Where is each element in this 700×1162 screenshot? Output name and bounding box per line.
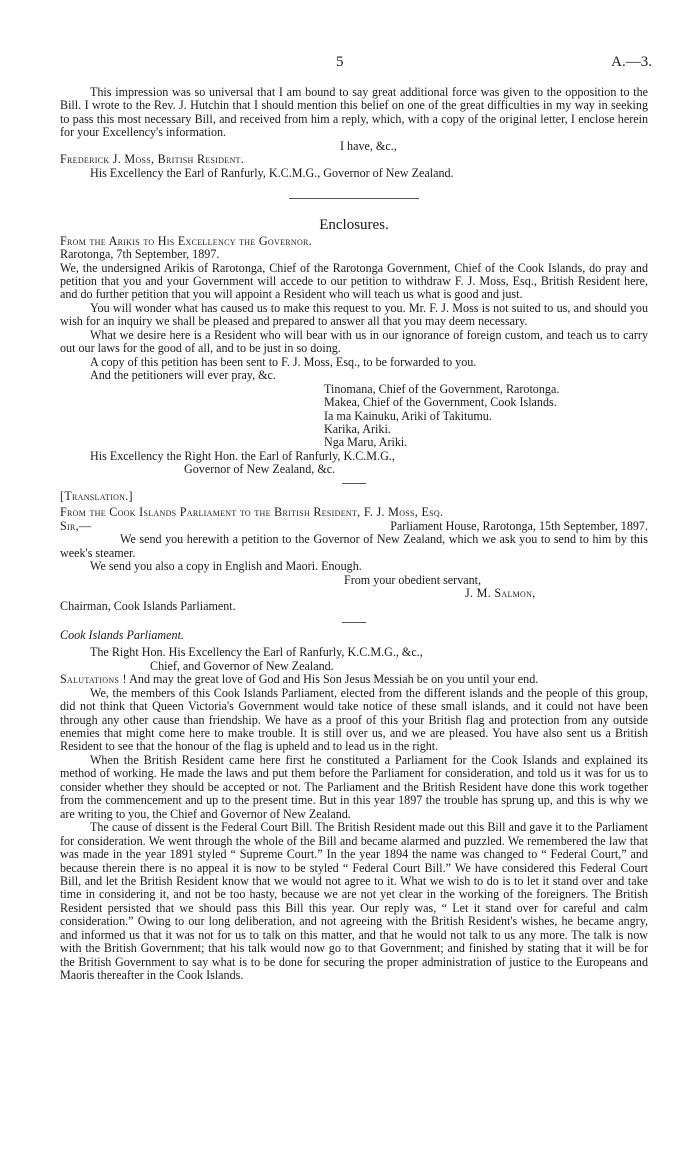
- petition-paragraph: What we desire here is a Resident who will bear with us in our ignorance of foreign custom, and teach us to carry out our laws for the good of all, and to be just in so doing.: [60, 327, 648, 356]
- intro-signature: Frederick J. Moss, British Resident.: [60, 152, 245, 167]
- translation-paragraph: We send you also a copy in English and Maori. Enough.: [90, 559, 362, 574]
- enclosures-heading: Enclosures.: [319, 217, 389, 234]
- petition-paragraph: And the petitioners will ever pray, &c.: [90, 368, 276, 383]
- parliament-paragraph: The cause of dissent is the Federal Court Bill. The British Resident made out this Bill and gave it to the Parliament for consideration. We went through the whole of the Bill and became alarmed and puzzled. We remembered the law that was made in the year 1891 styled “ Supreme Court.” In the year 1894 the name was changed to “ Federal Court,” and because therein there is no appeal it is now to be styled “ Federal Court Bill.” We have considered this Federal Court Bill, and let the British Resident know that we would not agree to it. What we wish to do is to let it stand over and take time in considering it, and not be too hasty, because we are not yet clear in the working of the foreigners. The British Resident persisted that we should pass this Bill this year. Our reply was, “ Let it stand over for careful and calm consideration.” Owing to our long deliberation, and not agreeing with the British Resident's wishes, he became angry, and informed us that it was not for us to talk on this matter, and that he would not talk to us any more. The talk is now with the British Government; that his talk would now go to that Government; and finished by stating that it will be for the British Government to say what is to be done for securing the proper administration of justice to the Europeans and Maoris thereafter in the Cook Islands.: [60, 820, 648, 983]
- enclosures-addressee: His Excellency the Right Hon. the Earl of Ranfurly, K.C.M.G.,: [90, 448, 395, 463]
- signatory: Karika, Ariki.: [324, 421, 391, 436]
- translation-place-date: Parliament House, Rarotonga, 15th September, 1897.: [390, 518, 648, 533]
- signatory: Nga Maru, Ariki.: [324, 435, 408, 450]
- parliament-addressee: The Right Hon. His Excellency the Earl of Ranfurly, K.C.M.G., &c.,: [90, 645, 423, 660]
- document-reference: A.—3.: [611, 54, 652, 70]
- salutation-row: [60, 520, 648, 533]
- enclosures-from-line: From the Arikis to His Excellency the Governor.: [60, 233, 313, 248]
- translation-salutation: Sir,—: [60, 518, 92, 533]
- signatory: Ia ma Kainuku, Ariki of Takitumu.: [324, 408, 492, 423]
- parliament-salutations: [60, 673, 648, 686]
- translation-label: [Translation.]: [60, 488, 133, 503]
- petition-paragraph: You will wonder what has caused us to make this request to you. Mr. F. J. Moss is not suited to us, and should you wish for an inquiry we shall be pleased and prepared to answer all that you may deem necessary.: [60, 300, 648, 329]
- enclosures-addressee-line2: Governor of New Zealand, &c.: [184, 462, 336, 477]
- intro-paragraph: This impression was so universal that I am bound to say great additional force was given to the opposition to the Bill. I wrote to the Rev. J. Hutchin that I should mention this belief on one of the great difficulties in my way in seeking to pass this most necessary Bill, and received from him a reply, which, with a copy of the original letter, I enclose herein for your Excellency's information.: [60, 85, 648, 140]
- enclosures-place-date: Rarotonga, 7th September, 1897.: [60, 247, 220, 262]
- page-content: [60, 86, 648, 983]
- petition-paragraph: We, the undersigned Arikis of Rarotonga, Chief of the Rarotonga Government, Chief of the Cook Islands, do pray and petition that you and your Government will accede to our petition to withdraw F. J. Moss, Esq., British Resident here, and do further petition that you will appoint a Resident who will teach us what is good and just.: [60, 260, 648, 302]
- short-divider: [342, 622, 366, 623]
- page-number: 5: [336, 54, 344, 70]
- signatories-block: [60, 383, 648, 450]
- parliament-heading: Cook Islands Parliament.: [60, 627, 184, 642]
- parliament-addressee-line2: Chief, and Governor of New Zealand.: [150, 658, 334, 673]
- parliament-paragraph: We, the members of this Cook Islands Parliament, elected from the different islands and the people of this group, did not think that Queen Victoria's Government would take notice of these small islands, and it could not have been through any other cause than friendship. We have as a proof of this your British flag and protection from any outside enemies that might come here to make trouble. It is still over us, and we are pleased. You have also sent us a British Resident to see that the honour of the flag is upheld and to lead us in the right.: [60, 685, 648, 754]
- section-divider: [289, 198, 419, 199]
- intro-addressee: His Excellency the Earl of Ranfurly, K.C.M.G., Governor of New Zealand.: [90, 165, 454, 180]
- translation-paragraph: We send you herewith a petition to the Governor of New Zealand, which we ask you to send to him by this week's steamer.: [60, 532, 648, 560]
- salutations-label: Salutations !: [60, 672, 127, 687]
- translation-closing: From your obedient servant,: [344, 572, 482, 587]
- parliament-paragraph: When the British Resident came here first he constituted a Parliament for the Cook Islands and explained its method of working. He made the laws and put them before the Parliament for consideration, and told us it was for us to consider whether they should be accepted or not. The Parliament and the British Resident have done this work together from the commencement and up to the present time. But in this year 1897 the trouble has sprung up, and this is why we are writing to you, the Chief and Governor of New Zealand.: [60, 752, 648, 821]
- intro-closing: I have, &c.,: [340, 138, 397, 153]
- short-divider: [342, 483, 366, 484]
- salutations-text: And may the great love of God and His Son Jesus Messiah be on you until your end.: [129, 672, 539, 687]
- signatory: Tinomana, Chief of the Government, Rarotonga.: [324, 381, 560, 396]
- translation-title: Chairman, Cook Islands Parliament.: [60, 599, 236, 614]
- petition-paragraph: A copy of this petition has been sent to F. J. Moss, Esq., to be forwarded to you.: [90, 354, 477, 369]
- translation-signature: J. M. Salmon,: [465, 585, 536, 600]
- translation-from-line: From the Cook Islands Parliament to the British Resident, F. J. Moss, Esq.: [60, 505, 444, 520]
- signatory: Makea, Chief of the Government, Cook Islands.: [324, 395, 557, 410]
